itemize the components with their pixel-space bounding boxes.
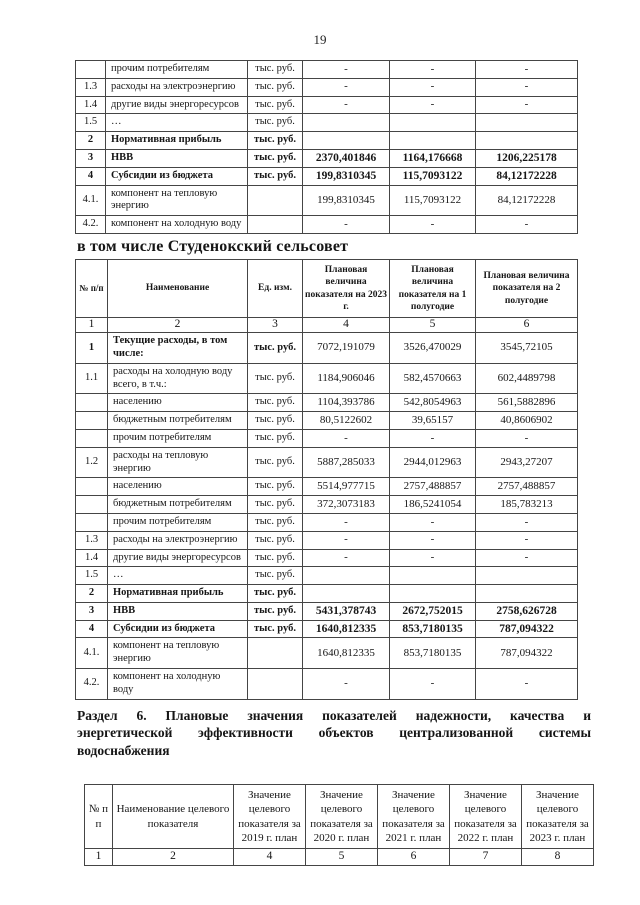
row-number-cell (76, 61, 106, 79)
target-indicators-table (84, 784, 594, 866)
row-name-cell: прочим потребителям (106, 61, 248, 79)
row-value-cell: - (476, 531, 578, 549)
table-row (76, 447, 578, 478)
row-value-cell: 1104,393786 (303, 394, 390, 412)
row-value-cell: 5514,977715 (303, 478, 390, 496)
row-unit-cell: тыс. руб. (248, 167, 303, 185)
row-value-cell: 1184,906046 (303, 363, 390, 394)
column-header: Наименование (108, 259, 248, 317)
column-header: Плановая величина показателя на 2 полугодие (476, 259, 578, 317)
row-name-cell: … (106, 114, 248, 132)
column-number-cell: 1 (85, 849, 113, 866)
row-value-cell: 2757,488857 (476, 478, 578, 496)
row-value-cell: - (476, 78, 578, 96)
row-value-cell (303, 567, 390, 585)
row-unit-cell: тыс. руб. (248, 132, 303, 150)
column-header: Наименование целевого показателя (113, 784, 234, 848)
row-value-cell: 5431,378743 (303, 602, 390, 620)
column-header: Плановая величина показателя на 1 полугодие (390, 259, 476, 317)
row-number-cell: 1.2 (76, 447, 108, 478)
column-header: Ед. изм. (248, 259, 303, 317)
row-name-cell: Текущие расходы, в том числе: (108, 333, 248, 364)
row-value-cell (476, 132, 578, 150)
row-value-cell: 602,4489798 (476, 363, 578, 394)
row-number-cell: 2 (76, 585, 108, 603)
row-unit-cell (248, 185, 303, 216)
row-value-cell: 787,094322 (476, 638, 578, 669)
row-number-cell: 3 (76, 602, 108, 620)
row-value-cell: 2943,27207 (476, 447, 578, 478)
row-unit-cell (248, 638, 303, 669)
row-value-cell: 2370,401846 (303, 149, 390, 167)
row-value-cell: - (476, 513, 578, 531)
row-unit-cell: тыс. руб. (248, 549, 303, 567)
row-value-cell: 199,8310345 (303, 167, 390, 185)
row-unit-cell: тыс. руб. (248, 620, 303, 638)
row-unit-cell: тыс. руб. (248, 531, 303, 549)
row-number-cell: 1.4 (76, 549, 108, 567)
table-row (76, 531, 578, 549)
column-number-cell: 4 (234, 849, 306, 866)
row-unit-cell: тыс. руб. (248, 447, 303, 478)
row-value-cell: - (303, 429, 390, 447)
row-value-cell (303, 114, 390, 132)
row-number-cell: 1.4 (76, 96, 106, 114)
row-value-cell: - (303, 78, 390, 96)
row-value-cell (390, 132, 476, 150)
column-header: Значение целевого показателя за 2021 г. план (378, 784, 450, 848)
row-value-cell: 3526,470029 (390, 333, 476, 364)
row-unit-cell: тыс. руб. (248, 496, 303, 514)
table-row (76, 585, 578, 603)
row-number-cell (76, 429, 108, 447)
row-unit-cell: тыс. руб. (248, 585, 303, 603)
row-name-cell: прочим потребителям (108, 513, 248, 531)
row-value-cell: 1164,176668 (390, 149, 476, 167)
row-value-cell (476, 567, 578, 585)
page-number: 19 (313, 32, 327, 47)
column-header: № п/п (76, 259, 108, 317)
row-name-cell: расходы на электроэнергию (108, 531, 248, 549)
table-row (76, 496, 578, 514)
row-name-cell: расходы на тепловую энергию (108, 447, 248, 478)
row-unit-cell (248, 669, 303, 700)
row-value-cell: 372,3073183 (303, 496, 390, 514)
row-name-cell: расходы на электроэнергию (106, 78, 248, 96)
column-header: Значение целевого показателя за 2020 г. план (306, 784, 378, 848)
row-number-cell: 4.1. (76, 185, 106, 216)
table-header-row (85, 784, 594, 848)
row-name-cell: компонент на холодную воду (108, 669, 248, 700)
row-unit-cell: тыс. руб. (248, 602, 303, 620)
row-name-cell: прочим потребителям (108, 429, 248, 447)
column-number-cell: 6 (476, 318, 578, 333)
row-value-cell: 1640,812335 (303, 638, 390, 669)
row-number-cell (76, 513, 108, 531)
row-value-cell: - (303, 96, 390, 114)
row-unit-cell: тыс. руб. (248, 114, 303, 132)
table-row (76, 412, 578, 430)
row-value-cell: 3545,72105 (476, 333, 578, 364)
table-row (76, 333, 578, 364)
row-number-cell: 1.3 (76, 78, 106, 96)
row-number-cell: 4 (76, 167, 106, 185)
row-value-cell: 542,8054963 (390, 394, 476, 412)
table-row (76, 602, 578, 620)
row-value-cell: - (390, 96, 476, 114)
row-name-cell: бюджетным потребителям (108, 496, 248, 514)
row-value-cell: - (390, 61, 476, 79)
row-value-cell: 2758,626728 (476, 602, 578, 620)
row-value-cell: - (476, 216, 578, 234)
row-value-cell: 185,783213 (476, 496, 578, 514)
row-unit-cell: тыс. руб. (248, 429, 303, 447)
row-value-cell: - (303, 216, 390, 234)
row-number-cell (76, 478, 108, 496)
table-row (76, 61, 578, 79)
row-number-cell: 1.5 (76, 114, 106, 132)
column-number-cell: 7 (450, 849, 522, 866)
row-value-cell: - (303, 531, 390, 549)
row-unit-cell: тыс. руб. (248, 412, 303, 430)
table-row (76, 114, 578, 132)
table-row (76, 394, 578, 412)
column-number-row (76, 318, 578, 333)
row-value-cell: 561,5882896 (476, 394, 578, 412)
row-value-cell (476, 114, 578, 132)
row-value-cell: - (476, 429, 578, 447)
row-name-cell: НВВ (108, 602, 248, 620)
row-value-cell: 2944,012963 (390, 447, 476, 478)
row-value-cell: 787,094322 (476, 620, 578, 638)
row-value-cell (390, 567, 476, 585)
row-name-cell: населению (108, 478, 248, 496)
row-name-cell: Субсидии из бюджета (108, 620, 248, 638)
column-number-cell: 2 (113, 849, 234, 866)
table-row (76, 478, 578, 496)
table-row (76, 513, 578, 531)
table-row (76, 638, 578, 669)
table-row (76, 78, 578, 96)
row-number-cell: 4.2. (76, 669, 108, 700)
row-number-cell: 1.3 (76, 531, 108, 549)
row-value-cell: - (390, 531, 476, 549)
column-number-cell: 2 (108, 318, 248, 333)
row-number-cell: 4.2. (76, 216, 106, 234)
column-number-cell: 6 (378, 849, 450, 866)
row-unit-cell: тыс. руб. (248, 96, 303, 114)
table-row (76, 149, 578, 167)
column-header: № п п (85, 784, 113, 848)
table-row (76, 567, 578, 585)
row-name-cell: расходы на холодную воду всего, в т.ч.: (108, 363, 248, 394)
row-name-cell: населению (108, 394, 248, 412)
row-value-cell: 84,12172228 (476, 167, 578, 185)
row-value-cell (476, 585, 578, 603)
row-value-cell: 84,12172228 (476, 185, 578, 216)
row-value-cell: 7072,191079 (303, 333, 390, 364)
row-unit-cell: тыс. руб. (248, 149, 303, 167)
row-value-cell: - (303, 513, 390, 531)
table-row (76, 549, 578, 567)
column-number-cell: 5 (390, 318, 476, 333)
row-value-cell: 40,8606902 (476, 412, 578, 430)
table-row (76, 167, 578, 185)
table-row (76, 620, 578, 638)
row-value-cell: - (303, 549, 390, 567)
row-value-cell: - (476, 669, 578, 700)
table-row (76, 429, 578, 447)
section-6-heading: Раздел 6. Плановые значения показателей надежности, качества и энергетической эффективности объектов централизованной системы водоснабжения (77, 707, 591, 759)
table-row (76, 669, 578, 700)
row-name-cell: Нормативная прибыль (108, 585, 248, 603)
row-name-cell: … (108, 567, 248, 585)
row-value-cell: - (476, 61, 578, 79)
column-number-cell: 3 (248, 318, 303, 333)
row-value-cell: 853,7180135 (390, 638, 476, 669)
row-value-cell: 80,5122602 (303, 412, 390, 430)
row-value-cell: 582,4570663 (390, 363, 476, 394)
row-value-cell: 115,7093122 (390, 185, 476, 216)
table-row (76, 132, 578, 150)
row-name-cell: компонент на тепловую энергию (108, 638, 248, 669)
row-value-cell: 199,8310345 (303, 185, 390, 216)
row-value-cell: 5887,285033 (303, 447, 390, 478)
row-value-cell: - (390, 216, 476, 234)
row-name-cell: компонент на тепловую энергию (106, 185, 248, 216)
column-header: Значение целевого показателя за 2023 г. план (522, 784, 594, 848)
column-number-cell: 8 (522, 849, 594, 866)
row-unit-cell (248, 216, 303, 234)
row-unit-cell: тыс. руб. (248, 567, 303, 585)
row-name-cell: НВВ (106, 149, 248, 167)
row-number-cell: 1 (76, 333, 108, 364)
row-name-cell: Субсидии из бюджета (106, 167, 248, 185)
row-name-cell: другие виды энергоресурсов (108, 549, 248, 567)
row-value-cell: - (390, 549, 476, 567)
row-unit-cell: тыс. руб. (248, 513, 303, 531)
row-value-cell: - (303, 61, 390, 79)
column-number-cell: 5 (306, 849, 378, 866)
row-value-cell (303, 585, 390, 603)
row-value-cell: - (390, 513, 476, 531)
row-number-cell: 2 (76, 132, 106, 150)
row-value-cell: 39,65157 (390, 412, 476, 430)
subsection-heading: в том числе Студенокский сельсовет (77, 237, 349, 255)
row-value-cell (390, 114, 476, 132)
column-number-row (85, 849, 594, 866)
row-value-cell: - (390, 78, 476, 96)
row-value-cell: 853,7180135 (390, 620, 476, 638)
column-header: Плановая величина показателя на 2023 г. (303, 259, 390, 317)
row-unit-cell: тыс. руб. (248, 78, 303, 96)
row-name-cell: бюджетным потребителям (108, 412, 248, 430)
row-number-cell (76, 394, 108, 412)
row-value-cell: - (303, 669, 390, 700)
column-number-cell: 4 (303, 318, 390, 333)
column-header: Значение целевого показателя за 2019 г. план (234, 784, 306, 848)
row-number-cell: 4.1. (76, 638, 108, 669)
row-value-cell: - (476, 96, 578, 114)
row-number-cell: 1.1 (76, 363, 108, 394)
column-number-cell: 1 (76, 318, 108, 333)
row-number-cell: 3 (76, 149, 106, 167)
row-number-cell (76, 412, 108, 430)
row-number-cell (76, 496, 108, 514)
row-name-cell: другие виды энергоресурсов (106, 96, 248, 114)
table-row (76, 96, 578, 114)
row-unit-cell: тыс. руб. (248, 61, 303, 79)
row-value-cell: 1206,225178 (476, 149, 578, 167)
row-value-cell: 2757,488857 (390, 478, 476, 496)
row-number-cell: 1.5 (76, 567, 108, 585)
row-value-cell: 186,5241054 (390, 496, 476, 514)
row-value-cell: - (476, 549, 578, 567)
studenoksky-selsovet-table (75, 259, 578, 700)
row-value-cell: 1640,812335 (303, 620, 390, 638)
row-unit-cell: тыс. руб. (248, 363, 303, 394)
row-unit-cell: тыс. руб. (248, 478, 303, 496)
table-row (76, 363, 578, 394)
row-value-cell (303, 132, 390, 150)
row-number-cell: 4 (76, 620, 108, 638)
row-name-cell: Нормативная прибыль (106, 132, 248, 150)
row-value-cell: - (390, 429, 476, 447)
table-row (76, 185, 578, 216)
row-value-cell: 2672,752015 (390, 602, 476, 620)
row-unit-cell: тыс. руб. (248, 394, 303, 412)
table-header-row (76, 259, 578, 317)
tariff-table-continuation (75, 60, 578, 234)
column-header: Значение целевого показателя за 2022 г. план (450, 784, 522, 848)
row-value-cell: 115,7093122 (390, 167, 476, 185)
row-value-cell (390, 585, 476, 603)
row-value-cell: - (390, 669, 476, 700)
row-name-cell: компонент на холодную воду (106, 216, 248, 234)
row-unit-cell: тыс. руб. (248, 333, 303, 364)
table-row (76, 216, 578, 234)
